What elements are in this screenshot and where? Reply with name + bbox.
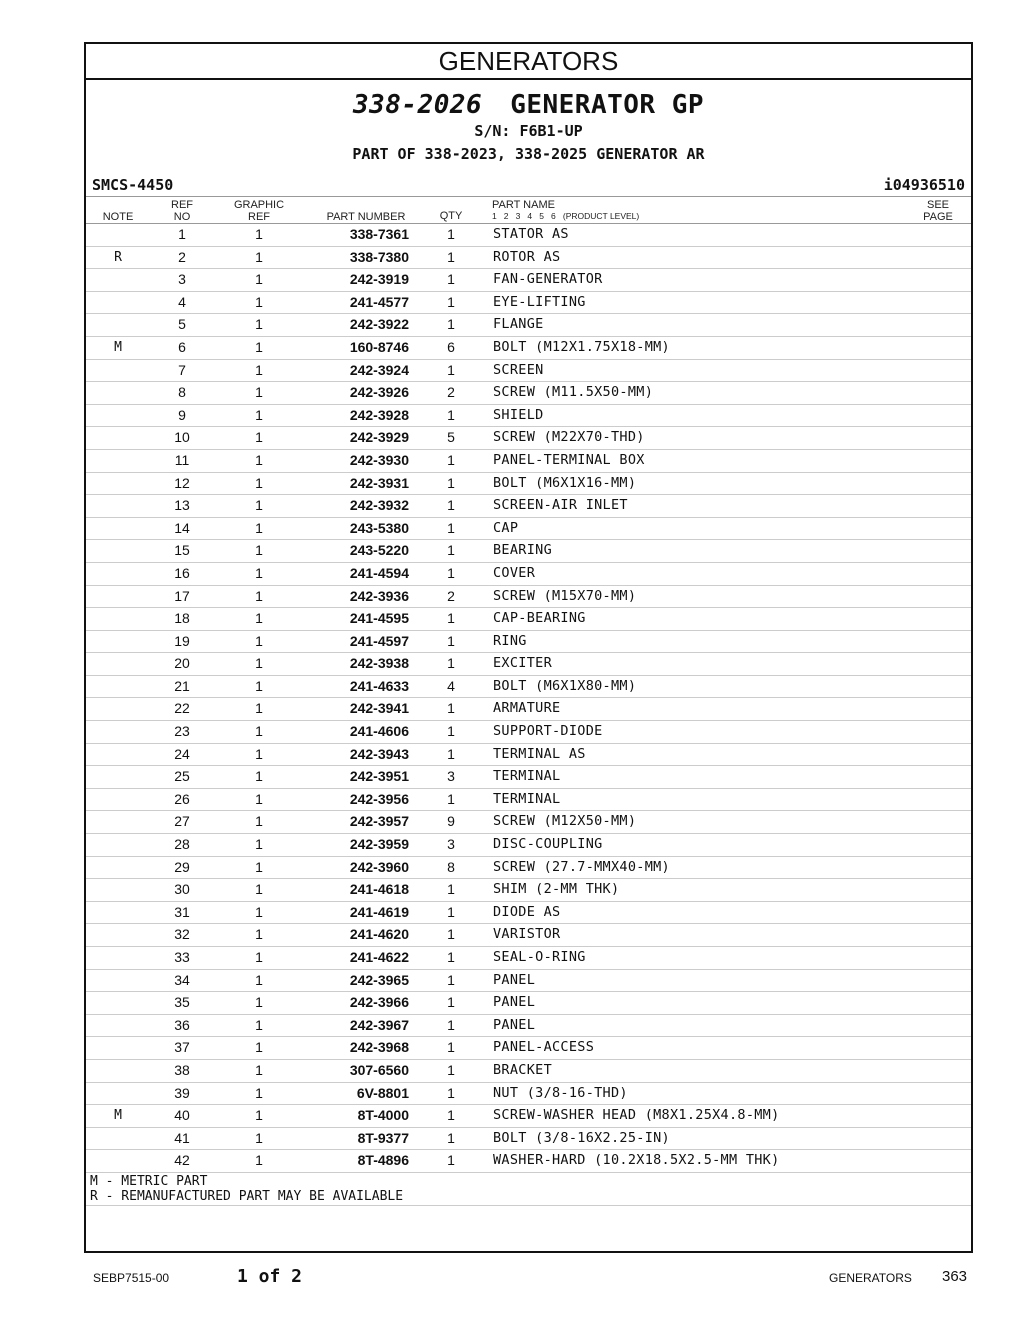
qty-cell: 1 bbox=[447, 293, 455, 310]
qty-cell: 1 bbox=[447, 926, 455, 943]
part-number-cell: 242-3926 bbox=[349, 384, 409, 401]
col-graphic-top: GRAPHIC bbox=[233, 199, 285, 211]
part-name-cell: SCREW (M22X70-THD) bbox=[493, 429, 645, 446]
ref-no-cell: 3 bbox=[178, 271, 186, 288]
part-number-cell: 242-3943 bbox=[349, 745, 409, 762]
ref-no-cell: 20 bbox=[174, 655, 190, 672]
ref-no-cell: 28 bbox=[174, 836, 190, 853]
part-name-cell: NUT (3/8-16-THD) bbox=[493, 1084, 628, 1101]
qty-cell: 1 bbox=[447, 971, 455, 988]
graphic-ref-cell: 1 bbox=[255, 226, 263, 242]
part-name-cell: SEAL-O-RING bbox=[493, 949, 586, 965]
part-name-cell: SHIELD bbox=[493, 406, 544, 423]
qty-cell: 1 bbox=[447, 655, 455, 672]
qty-cell: 1 bbox=[447, 316, 455, 333]
graphic-ref-cell: 1 bbox=[255, 564, 263, 581]
part-number-cell: 241-4606 bbox=[349, 723, 409, 740]
graphic-ref-cell: 1 bbox=[255, 1107, 263, 1124]
graphic-ref-cell: 1 bbox=[255, 655, 263, 672]
qty-cell: 2 bbox=[447, 587, 455, 604]
ref-no-cell: 39 bbox=[174, 1084, 190, 1101]
graphic-ref-cell: 1 bbox=[255, 338, 263, 355]
part-number-cell: 242-3929 bbox=[349, 429, 409, 446]
part-number-cell: 242-3936 bbox=[349, 587, 409, 604]
graphic-ref-cell: 1 bbox=[255, 474, 263, 491]
ref-no-cell: 23 bbox=[174, 723, 190, 740]
table-row bbox=[86, 676, 971, 699]
col-qty: QTY bbox=[439, 210, 463, 222]
qty-cell: 5 bbox=[447, 429, 455, 446]
table-row bbox=[86, 269, 971, 292]
table-row bbox=[86, 766, 971, 789]
qty-cell: 1 bbox=[447, 1107, 455, 1124]
graphic-ref-cell: 1 bbox=[255, 519, 263, 536]
serial-number: S/N: F6B1-UP bbox=[474, 122, 583, 140]
note-reman: R - REMANUFACTURED PART MAY BE AVAILABLE bbox=[90, 1188, 404, 1204]
graphic-ref-cell: 1 bbox=[255, 677, 263, 694]
graphic-ref-cell: 1 bbox=[255, 271, 263, 288]
part-number-cell: 241-4622 bbox=[349, 949, 409, 965]
part-number-cell: 241-4619 bbox=[349, 903, 409, 920]
part-name-cell: RING bbox=[493, 632, 527, 649]
table-row bbox=[86, 857, 971, 880]
part-name-cell: SHIM (2-MM THK) bbox=[493, 881, 620, 898]
ref-no-cell: 5 bbox=[178, 316, 186, 333]
part-number-cell: 242-3928 bbox=[349, 406, 409, 423]
qty-cell: 9 bbox=[447, 813, 455, 830]
part-number-cell: 242-3966 bbox=[349, 994, 409, 1011]
table-row bbox=[86, 970, 971, 993]
col-part-name: PART NAME bbox=[492, 199, 555, 211]
doc-id: SEBP7515-00 bbox=[93, 1271, 170, 1285]
ref-no-cell: 27 bbox=[174, 813, 190, 830]
page-of: 1 of 2 bbox=[237, 1266, 303, 1287]
table-row bbox=[86, 247, 971, 270]
part-number-cell: 242-3941 bbox=[349, 700, 409, 717]
part-number-cell: 8T-4896 bbox=[357, 1152, 409, 1169]
ref-no-cell: 22 bbox=[174, 700, 190, 717]
qty-cell: 1 bbox=[447, 745, 455, 762]
table-row bbox=[86, 427, 971, 450]
part-name-cell: DIODE AS bbox=[493, 903, 561, 920]
group-name: GENERATOR GP bbox=[510, 90, 705, 120]
table-row bbox=[86, 382, 971, 405]
ref-no-cell: 32 bbox=[174, 926, 190, 943]
qty-cell: 1 bbox=[447, 1039, 455, 1056]
notes-block bbox=[86, 1173, 971, 1206]
qty-cell: 1 bbox=[447, 519, 455, 536]
graphic-ref-cell: 1 bbox=[255, 1039, 263, 1056]
ref-no-cell: 11 bbox=[174, 451, 190, 468]
col-see-top: SEE bbox=[926, 199, 949, 211]
graphic-ref-cell: 1 bbox=[255, 813, 263, 830]
graphic-ref-cell: 1 bbox=[255, 293, 263, 310]
part-name-cell: SUPPORT-DIODE bbox=[493, 723, 603, 740]
ref-no-cell: 36 bbox=[174, 1016, 190, 1033]
table-row bbox=[86, 540, 971, 563]
graphic-ref-cell: 1 bbox=[255, 542, 263, 559]
part-number-cell: 243-5380 bbox=[349, 519, 409, 536]
table-row bbox=[86, 473, 971, 496]
ref-no-cell: 21 bbox=[174, 677, 190, 694]
table-row bbox=[86, 337, 971, 360]
table-row bbox=[86, 879, 971, 902]
part-name-cell: PANEL-TERMINAL BOX bbox=[493, 451, 645, 468]
part-name-cell: SCREW (27.7-MMX40-MM) bbox=[493, 858, 670, 875]
col-ref-bottom: NO bbox=[173, 211, 191, 223]
part-name-cell: EYE-LIFTING bbox=[493, 293, 586, 310]
qty-cell: 1 bbox=[447, 632, 455, 649]
part-of-line: PART OF 338-2023, 338-2025 GENERATOR AR bbox=[352, 145, 705, 163]
qty-cell: 4 bbox=[447, 677, 455, 694]
ref-no-cell: 8 bbox=[178, 384, 186, 401]
parts-list bbox=[86, 224, 971, 1173]
ref-no-cell: 12 bbox=[174, 474, 190, 491]
part-number-cell: 241-4633 bbox=[349, 677, 409, 694]
note-metric: M - METRIC PART bbox=[90, 1173, 208, 1189]
part-number-cell: 338-7361 bbox=[349, 226, 409, 242]
table-row bbox=[86, 834, 971, 857]
qty-cell: 1 bbox=[447, 610, 455, 627]
note-cell: R bbox=[114, 249, 122, 265]
part-name-cell: EXCITER bbox=[493, 655, 552, 672]
ref-no-cell: 16 bbox=[174, 564, 190, 581]
part-number-cell: 242-3924 bbox=[349, 361, 409, 378]
qty-cell: 1 bbox=[447, 497, 455, 514]
ref-no-cell: 6 bbox=[178, 338, 186, 355]
part-name-cell: BOLT (M6X1X16-MM) bbox=[493, 474, 637, 491]
table-row bbox=[86, 811, 971, 834]
table-row bbox=[86, 789, 971, 812]
part-name-cell: BOLT (M6X1X80-MM) bbox=[493, 677, 637, 694]
part-number-cell: 6V-8801 bbox=[356, 1084, 409, 1101]
part-name-cell: TERMINAL bbox=[493, 768, 561, 785]
graphic-ref-cell: 1 bbox=[255, 384, 263, 401]
qty-cell: 1 bbox=[447, 451, 455, 468]
part-name-cell: STATOR AS bbox=[493, 226, 569, 242]
ref-no-cell: 15 bbox=[174, 542, 190, 559]
part-number-cell: 242-3959 bbox=[349, 836, 409, 853]
part-name-cell: SCREEN bbox=[493, 361, 544, 378]
graphic-ref-cell: 1 bbox=[255, 361, 263, 378]
section-title: GENERATORS bbox=[86, 44, 971, 80]
qty-cell: 1 bbox=[447, 700, 455, 717]
part-name-cell: FLANGE bbox=[493, 316, 544, 333]
part-name-cell: FAN-GENERATOR bbox=[493, 271, 603, 288]
ref-no-cell: 26 bbox=[174, 790, 190, 807]
part-name-cell: WASHER-HARD (10.2X18.5X2.5-MM THK) bbox=[493, 1152, 780, 1169]
part-number-cell: 242-3968 bbox=[349, 1039, 409, 1056]
illustration-id: i04936510 bbox=[883, 176, 965, 194]
graphic-ref-cell: 1 bbox=[255, 1084, 263, 1101]
table-row bbox=[86, 563, 971, 586]
ref-no-cell: 7 bbox=[178, 361, 186, 378]
col-graphic-bottom: REF bbox=[248, 211, 270, 223]
table-row bbox=[86, 518, 971, 541]
graphic-ref-cell: 1 bbox=[255, 723, 263, 740]
graphic-ref-cell: 1 bbox=[255, 406, 263, 423]
qty-cell: 1 bbox=[447, 790, 455, 807]
qty-cell: 1 bbox=[447, 903, 455, 920]
part-number-cell: 241-4594 bbox=[349, 564, 409, 581]
qty-cell: 1 bbox=[447, 1016, 455, 1033]
ref-no-cell: 35 bbox=[174, 994, 190, 1011]
qty-cell: 1 bbox=[447, 248, 455, 265]
qty-cell: 1 bbox=[447, 723, 455, 740]
part-number-cell: 243-5220 bbox=[349, 542, 409, 559]
graphic-ref-cell: 1 bbox=[255, 903, 263, 920]
graphic-ref-cell: 1 bbox=[255, 587, 263, 604]
graphic-ref-cell: 1 bbox=[255, 926, 263, 943]
table-row bbox=[86, 653, 971, 676]
table-row bbox=[86, 744, 971, 767]
part-number-cell: 241-4597 bbox=[349, 632, 409, 649]
ref-no-cell: 41 bbox=[174, 1129, 190, 1146]
graphic-ref-cell: 1 bbox=[255, 1152, 263, 1169]
part-name-cell: CAP-BEARING bbox=[493, 610, 586, 627]
qty-cell: 1 bbox=[447, 542, 455, 559]
table-row bbox=[86, 947, 971, 970]
part-number-cell: 242-3922 bbox=[349, 316, 409, 333]
part-name-cell: COVER bbox=[493, 564, 536, 581]
part-name-cell: SCREW (M12X50-MM) bbox=[493, 813, 637, 830]
graphic-ref-cell: 1 bbox=[255, 610, 263, 627]
ref-no-cell: 34 bbox=[174, 971, 190, 988]
ref-no-cell: 24 bbox=[174, 745, 190, 762]
ref-no-cell: 30 bbox=[174, 881, 190, 898]
ref-no-cell: 37 bbox=[174, 1039, 190, 1056]
part-number-cell: 242-3967 bbox=[349, 1016, 409, 1033]
qty-cell: 1 bbox=[447, 949, 455, 965]
part-number-cell: 242-3951 bbox=[349, 768, 409, 785]
table-row bbox=[86, 992, 971, 1015]
ref-no-cell: 17 bbox=[174, 587, 190, 604]
graphic-ref-cell: 1 bbox=[255, 949, 263, 965]
table-row bbox=[86, 1015, 971, 1038]
qty-cell: 1 bbox=[447, 271, 455, 288]
column-header bbox=[86, 196, 971, 224]
col-ref-top: REF bbox=[171, 199, 193, 211]
graphic-ref-cell: 1 bbox=[255, 632, 263, 649]
ref-no-cell: 1 bbox=[178, 226, 186, 242]
qty-cell: 3 bbox=[447, 836, 455, 853]
ref-no-cell: 31 bbox=[174, 903, 190, 920]
ref-no-cell: 25 bbox=[174, 768, 190, 785]
part-name-cell: PANEL-ACCESS bbox=[493, 1039, 595, 1056]
graphic-ref-cell: 1 bbox=[255, 497, 263, 514]
part-number-cell: 242-3956 bbox=[349, 790, 409, 807]
part-name-cell: PANEL bbox=[493, 1016, 536, 1033]
part-number-cell: 241-4595 bbox=[349, 610, 409, 627]
table-row bbox=[86, 608, 971, 631]
graphic-ref-cell: 1 bbox=[255, 745, 263, 762]
table-row bbox=[86, 224, 971, 247]
table-row bbox=[86, 314, 971, 337]
qty-cell: 1 bbox=[447, 564, 455, 581]
part-number-cell: 241-4618 bbox=[349, 881, 409, 898]
group-title bbox=[86, 89, 971, 121]
qty-cell: 6 bbox=[447, 338, 455, 355]
qty-cell: 1 bbox=[447, 994, 455, 1011]
graphic-ref-cell: 1 bbox=[255, 1129, 263, 1146]
graphic-ref-cell: 1 bbox=[255, 881, 263, 898]
table-row bbox=[86, 1105, 971, 1128]
graphic-ref-cell: 1 bbox=[255, 1061, 263, 1078]
table-row bbox=[86, 1128, 971, 1151]
group-heading bbox=[86, 89, 971, 165]
part-number-cell: 242-3932 bbox=[349, 497, 409, 514]
part-name-cell: ROTOR AS bbox=[493, 248, 561, 265]
table-row bbox=[86, 698, 971, 721]
table-row bbox=[86, 495, 971, 518]
footer-section: GENERATORS bbox=[829, 1271, 912, 1285]
part-number-cell: 338-7380 bbox=[349, 248, 409, 265]
part-name-cell: SCREW (M11.5X50-MM) bbox=[493, 384, 654, 401]
qty-cell: 1 bbox=[447, 1061, 455, 1078]
col-product-levels: 1 2 3 4 5 6 (PRODUCT LEVEL) bbox=[492, 211, 640, 221]
qty-cell: 1 bbox=[447, 474, 455, 491]
table-row bbox=[86, 450, 971, 473]
table-row bbox=[86, 721, 971, 744]
graphic-ref-cell: 1 bbox=[255, 790, 263, 807]
part-name-cell: PANEL bbox=[493, 971, 536, 988]
col-note: NOTE bbox=[102, 211, 134, 223]
qty-cell: 1 bbox=[447, 361, 455, 378]
part-number-cell: 242-3960 bbox=[349, 858, 409, 875]
ref-no-cell: 2 bbox=[178, 248, 186, 265]
part-name-cell: TERMINAL bbox=[493, 790, 561, 807]
graphic-ref-cell: 1 bbox=[255, 768, 263, 785]
part-name-cell: PANEL bbox=[493, 994, 536, 1011]
part-number-cell: 242-3965 bbox=[349, 971, 409, 988]
table-row bbox=[86, 1060, 971, 1083]
table-row bbox=[86, 405, 971, 428]
ref-no-cell: 10 bbox=[174, 429, 190, 446]
col-see-bottom: PAGE bbox=[923, 211, 953, 223]
part-name-cell: BEARING bbox=[493, 542, 552, 559]
smcs-code: SMCS-4450 bbox=[92, 176, 174, 194]
table-row bbox=[86, 1037, 971, 1060]
table-row bbox=[86, 924, 971, 947]
table-row bbox=[86, 902, 971, 925]
part-name-cell: BOLT (3/8-16X2.25-IN) bbox=[493, 1129, 670, 1146]
graphic-ref-cell: 1 bbox=[255, 316, 263, 333]
part-name-cell: SCREW-WASHER HEAD (M8X1.25X4.8-MM) bbox=[493, 1107, 780, 1124]
part-number-cell: 241-4577 bbox=[349, 293, 409, 310]
qty-cell: 1 bbox=[447, 881, 455, 898]
qty-cell: 3 bbox=[447, 768, 455, 785]
part-number-cell: 242-3957 bbox=[349, 813, 409, 830]
table-row bbox=[86, 292, 971, 315]
part-number-cell: 307-6560 bbox=[349, 1061, 409, 1078]
part-name-cell: BRACKET bbox=[493, 1061, 552, 1078]
graphic-ref-cell: 1 bbox=[255, 994, 263, 1011]
note-cell: M bbox=[114, 339, 122, 355]
ref-no-cell: 19 bbox=[174, 632, 190, 649]
page-number: 363 bbox=[942, 1268, 968, 1285]
part-name-cell: ARMATURE bbox=[493, 700, 561, 717]
part-number-cell: 242-3930 bbox=[349, 451, 409, 468]
qty-cell: 1 bbox=[447, 1084, 455, 1101]
qty-cell: 2 bbox=[447, 384, 455, 401]
graphic-ref-cell: 1 bbox=[255, 429, 263, 446]
note-cell: M bbox=[114, 1108, 122, 1124]
ref-no-cell: 29 bbox=[174, 858, 190, 875]
graphic-ref-cell: 1 bbox=[255, 451, 263, 468]
table-row bbox=[86, 360, 971, 383]
part-number-cell: 242-3919 bbox=[349, 271, 409, 288]
part-number-cell: 160-8746 bbox=[349, 338, 409, 355]
part-number-cell: 242-3931 bbox=[349, 474, 409, 491]
table-row bbox=[86, 586, 971, 609]
parts-page-frame bbox=[84, 42, 973, 1253]
graphic-ref-cell: 1 bbox=[255, 700, 263, 717]
qty-cell: 1 bbox=[447, 1152, 455, 1169]
ref-no-cell: 18 bbox=[174, 610, 190, 627]
group-number: 338-2026 bbox=[352, 90, 483, 120]
graphic-ref-cell: 1 bbox=[255, 1016, 263, 1033]
part-name-cell: CAP bbox=[493, 519, 519, 536]
qty-cell: 1 bbox=[447, 226, 455, 242]
graphic-ref-cell: 1 bbox=[255, 858, 263, 875]
part-number-cell: 242-3938 bbox=[349, 655, 409, 672]
ref-no-cell: 38 bbox=[174, 1061, 190, 1078]
part-number-cell: 8T-9377 bbox=[357, 1129, 409, 1146]
part-number-cell: 241-4620 bbox=[349, 926, 409, 943]
col-part-number: PART NUMBER bbox=[326, 211, 406, 223]
part-name-cell: TERMINAL AS bbox=[493, 745, 586, 762]
graphic-ref-cell: 1 bbox=[255, 248, 263, 265]
part-name-cell: DISC-COUPLING bbox=[493, 836, 603, 853]
ref-no-cell: 33 bbox=[174, 949, 190, 965]
ref-no-cell: 9 bbox=[178, 406, 186, 423]
qty-cell: 1 bbox=[447, 1129, 455, 1146]
part-name-cell: SCREW (M15X70-MM) bbox=[493, 587, 637, 604]
ref-no-cell: 40 bbox=[174, 1107, 190, 1124]
qty-cell: 8 bbox=[447, 858, 455, 875]
ref-no-cell: 14 bbox=[174, 519, 190, 536]
table-row bbox=[86, 1150, 971, 1173]
table-row bbox=[86, 1083, 971, 1106]
ref-no-cell: 13 bbox=[174, 497, 190, 514]
part-name-cell: BOLT (M12X1.75X18-MM) bbox=[493, 338, 670, 355]
table-row bbox=[86, 631, 971, 654]
part-number-cell: 8T-4000 bbox=[357, 1107, 409, 1124]
qty-cell: 1 bbox=[447, 406, 455, 423]
smcs-row bbox=[86, 176, 971, 196]
ref-no-cell: 42 bbox=[174, 1152, 190, 1169]
part-name-cell: VARISTOR bbox=[493, 926, 561, 943]
ref-no-cell: 4 bbox=[178, 293, 186, 310]
graphic-ref-cell: 1 bbox=[255, 971, 263, 988]
part-name-cell: SCREEN-AIR INLET bbox=[493, 497, 628, 514]
graphic-ref-cell: 1 bbox=[255, 836, 263, 853]
